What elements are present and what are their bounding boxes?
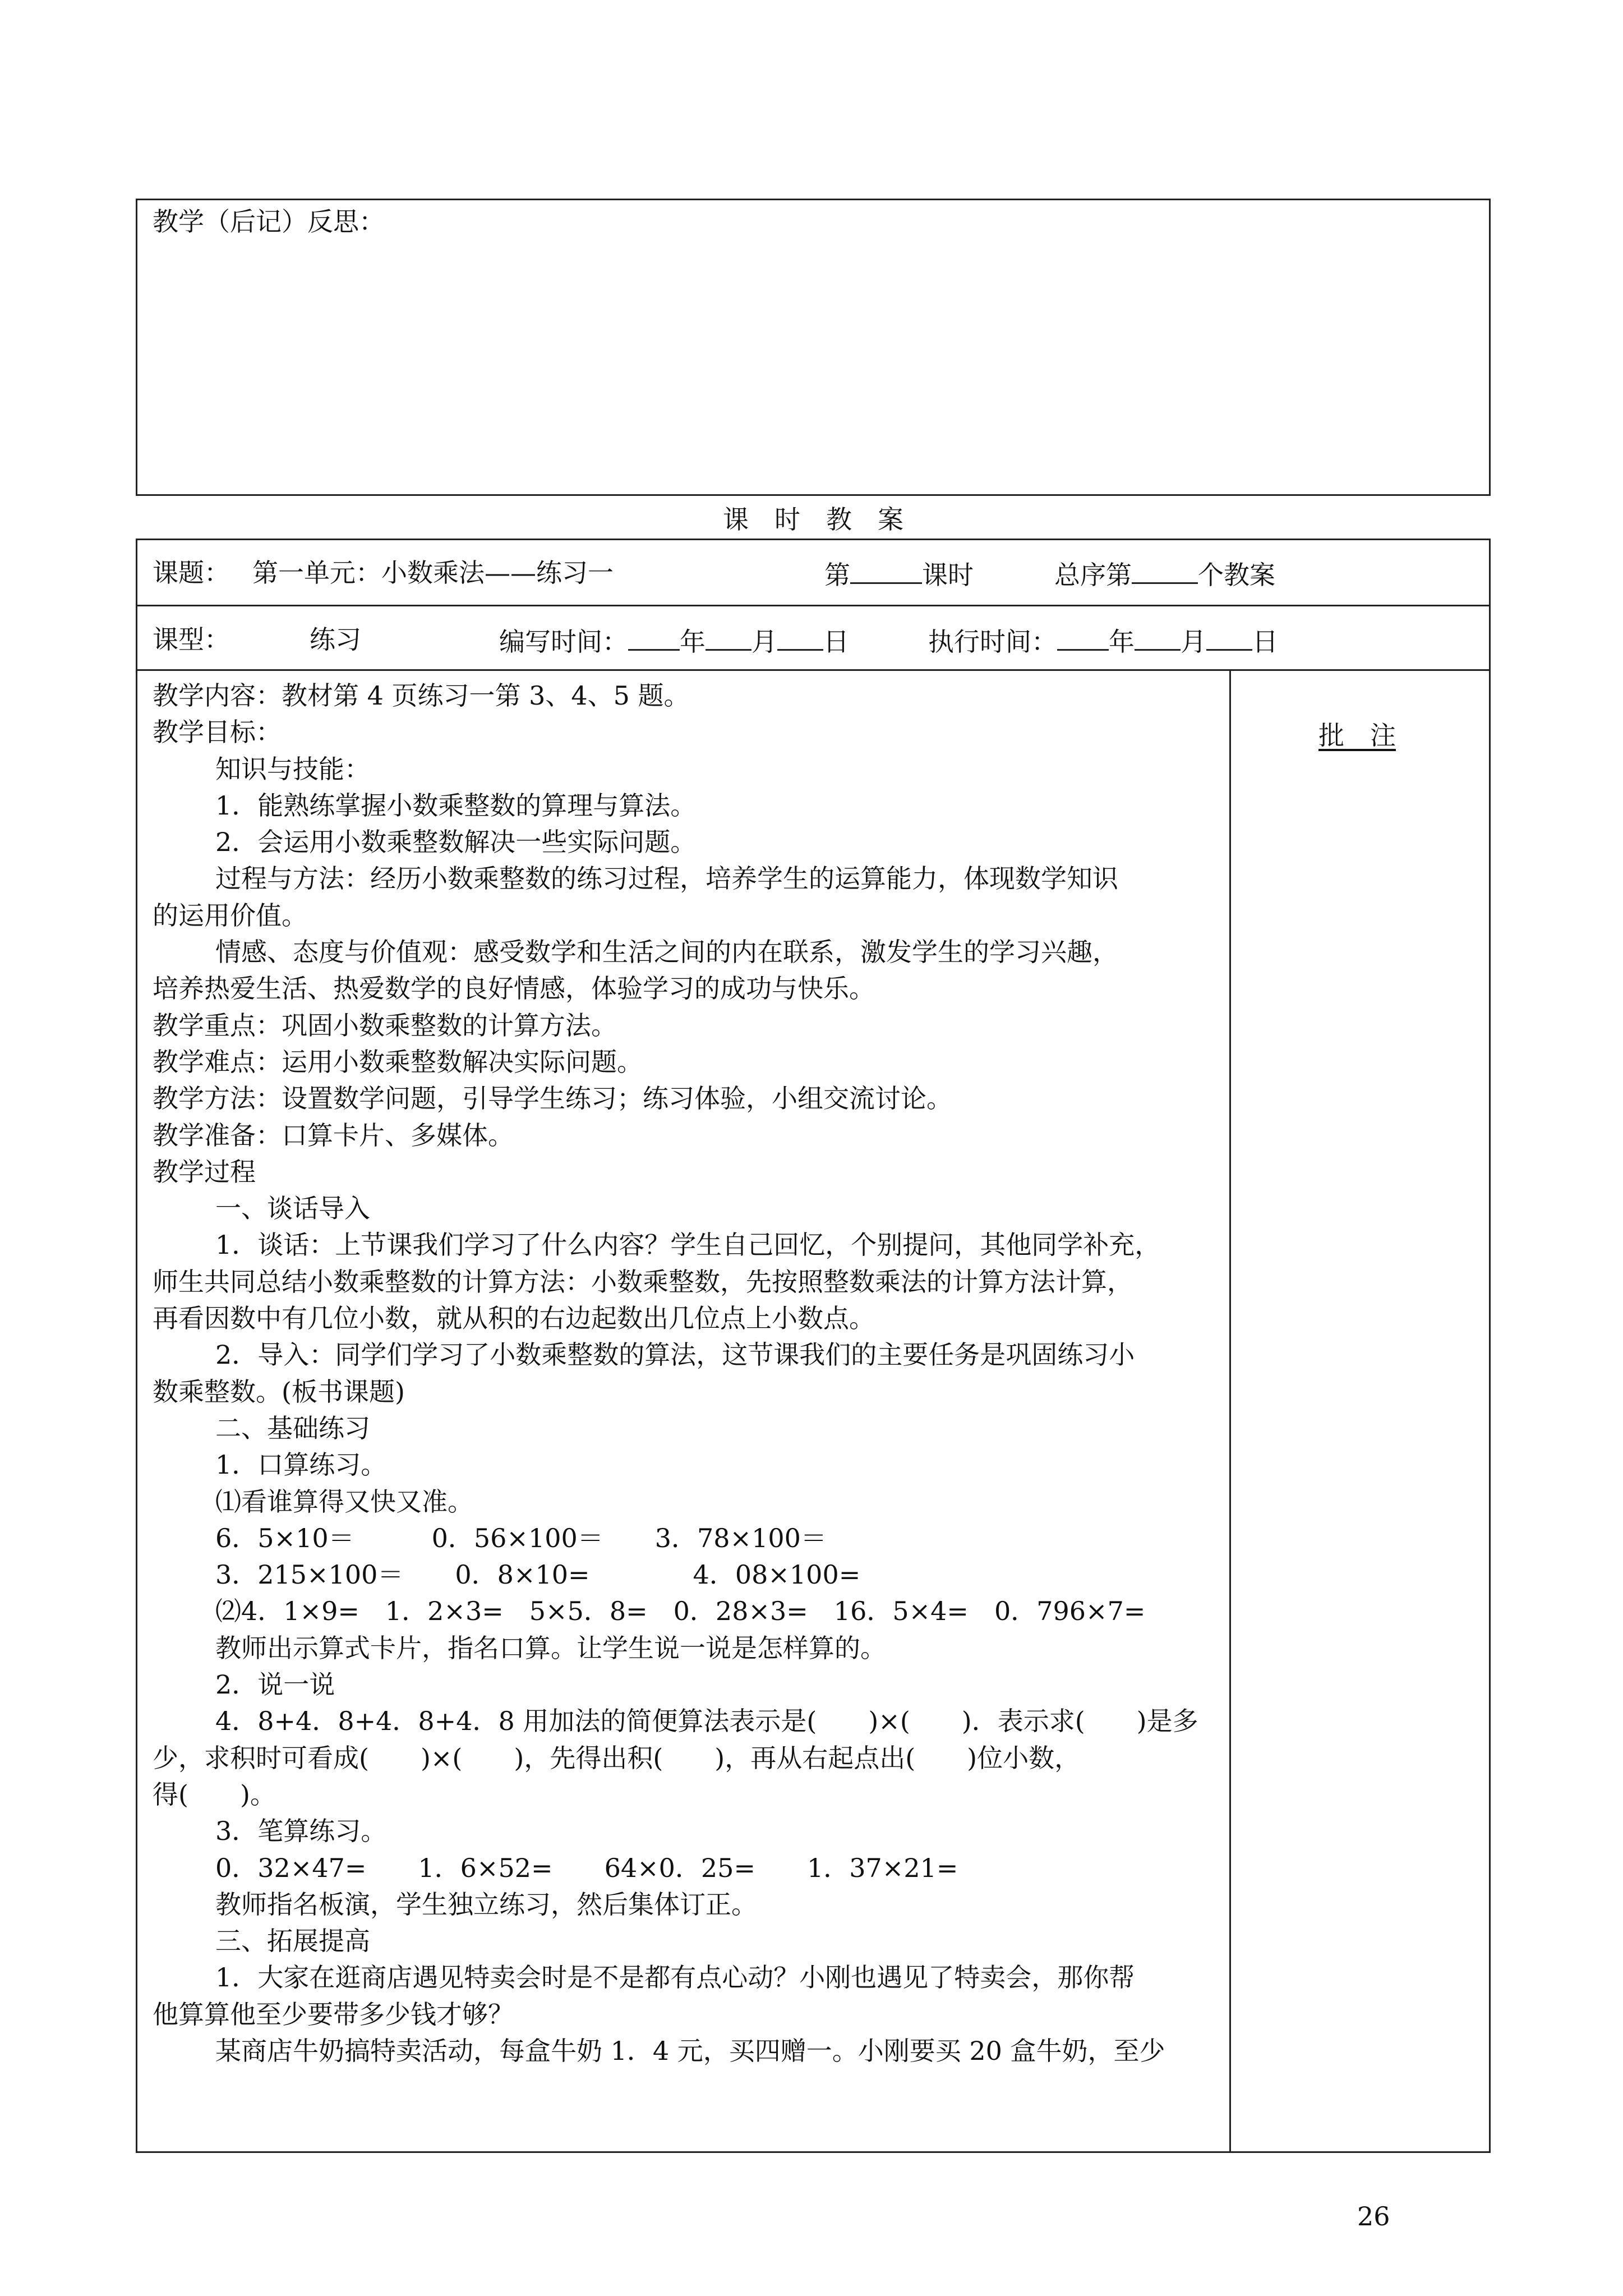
- content-line: 少，求积时可看成( )×( )，先得出积( )，再从右起点出( )位小数，: [153, 1742, 1081, 1773]
- topic-value: 第一单元：小数乘法——练习一: [252, 558, 614, 588]
- content-line: 2．说一说: [215, 1669, 335, 1700]
- content-line: 教学方法：设置数学问题，引导学生练习；练习体验，小组交流讨论。: [153, 1083, 952, 1114]
- content-line: 教学难点：运用小数乘整数解决实际问题。: [153, 1046, 643, 1077]
- exec-time-label: 执行时间：: [928, 627, 1057, 657]
- content-line: 教学过程: [153, 1156, 256, 1187]
- content-line: 二、基础练习: [215, 1412, 370, 1443]
- type-value: 练习: [310, 624, 361, 655]
- content-line: 得( )。: [153, 1779, 276, 1810]
- row-divider-2: [136, 669, 1491, 671]
- exec-year-unit: 年: [1109, 627, 1135, 657]
- write-year-blank: [628, 621, 680, 651]
- content-line: 2．会运用小数乘整数解决一些实际问题。: [215, 827, 697, 858]
- exec-year-blank: [1057, 621, 1109, 651]
- page-title: 课 时 教 案: [723, 504, 903, 535]
- content-line: 1．能熟练掌握小数乘整数的算理与算法。: [215, 790, 697, 821]
- content-line: 数乘整数。(板书课题): [153, 1376, 405, 1407]
- content-line: 6．5×10＝ 0．56×100＝ 3．78×100＝: [215, 1522, 827, 1553]
- sequence-suffix: 个教案: [1198, 560, 1275, 590]
- content-line: 3．笔算练习。: [215, 1816, 387, 1847]
- write-time-field: [499, 621, 849, 660]
- content-line: 一、谈话导入: [215, 1193, 370, 1224]
- sequence-blank: [1132, 554, 1198, 584]
- reflection-label: 教学（后记）反思：: [153, 206, 385, 237]
- content-line: 师生共同总结小数乘整数的计算方法：小数乘整数，先按照整数乘法的计算方法计算，: [153, 1266, 1133, 1297]
- sequence-prefix: 总序第: [1054, 560, 1132, 590]
- content-line: 1．大家在逛商店遇见特卖会时是不是都有点心动？小刚也遇见了特卖会，那你帮: [215, 1962, 1135, 1993]
- content-line: 情感、态度与价值观：感受数学和生活之间的内在联系，激发学生的学习兴趣，: [215, 937, 1118, 968]
- exec-day-blank: [1206, 621, 1252, 651]
- period-suffix: 课时: [922, 560, 974, 590]
- content-line: 三、拓展提高: [215, 1926, 370, 1957]
- content-line: ⑴看谁算得又快又准。: [215, 1486, 473, 1517]
- content-line: 0．32×47= 1．6×52= 64×0．25= 1．37×21=: [215, 1852, 958, 1883]
- exec-day-unit: 日: [1252, 627, 1278, 657]
- row-divider-1: [136, 605, 1491, 606]
- content-line: 培养热爱生活、热爱数学的良好情感，体验学习的成功与快乐。: [153, 973, 875, 1004]
- content-line: 1．口算练习。: [215, 1450, 387, 1480]
- content-line: 他算算他至少要带多少钱才够？: [153, 1999, 514, 2030]
- content-line: 教师出示算式卡片，指名口算。让学生说一说是怎样算的。: [215, 1632, 886, 1663]
- type-label: 课型：: [153, 624, 230, 655]
- period-blank: [850, 554, 922, 584]
- write-month-unit: 月: [751, 627, 777, 657]
- content-line: 4．8+4．8+4．8+4．8 用加法的简便算法表示是( )×( )．表示求( )是多: [215, 1706, 1198, 1737]
- content-line: 3．215×100＝ 0．8×10= 4．08×100=: [215, 1559, 861, 1590]
- write-month-blank: [706, 621, 751, 651]
- exec-month-blank: [1135, 621, 1181, 651]
- page-number: 26: [1357, 2201, 1390, 2231]
- content-line: 教学内容：教材第 4 页练习一第 3、4、5 题。: [153, 680, 690, 711]
- content-line: 教学重点：巩固小数乘整数的计算方法。: [153, 1010, 617, 1041]
- content-line: 教学准备：口算卡片、多媒体。: [153, 1120, 514, 1151]
- content-line: 某商店牛奶搞特卖活动，每盒牛奶 1．4 元，买四赠一。小刚要买 20 盒牛奶，至少: [215, 2035, 1165, 2066]
- write-day-unit: 日: [823, 627, 849, 657]
- content-line: 的运用价值。: [153, 900, 307, 931]
- content-line: ⑵4．1×9= 1．2×3= 5×5．8= 0．28×3= 16．5×4= 0．796×7=: [215, 1596, 1146, 1627]
- content-line: 知识与技能：: [215, 753, 370, 784]
- topic-label: 课题：: [153, 558, 230, 588]
- sequence-field: [1054, 554, 1275, 593]
- lesson-content: [153, 678, 1229, 2069]
- period-prefix: 第: [824, 560, 850, 590]
- write-day-blank: [777, 621, 823, 651]
- content-line: 2．导入：同学们学习了小数乘整数的算法，这节课我们的主要任务是巩固练习小: [215, 1340, 1135, 1370]
- content-line: 过程与方法：经历小数乘整数的练习过程，培养学生的运算能力，体现数学知识: [215, 863, 1118, 894]
- write-year-unit: 年: [680, 627, 706, 657]
- content-line: 教师指名板演，学生独立练习，然后集体订正。: [215, 1889, 757, 1920]
- content-line: 再看因数中有几位小数，就从积的右边起数出几位点上小数点。: [153, 1303, 875, 1334]
- content-line: 1．谈话：上节课我们学习了什么内容？学生自己回忆，个别提问，其他同学补充，: [215, 1230, 1161, 1260]
- exec-time-field: [928, 621, 1278, 660]
- period-field: [824, 554, 974, 593]
- annotation-label: 批 注: [1318, 720, 1396, 751]
- content-line: 教学目标：: [153, 717, 282, 748]
- annotation-column-divider: [1229, 669, 1231, 2153]
- exec-month-unit: 月: [1181, 627, 1206, 657]
- write-time-label-text: 编写时间：: [499, 627, 628, 657]
- reflection-box: [136, 199, 1491, 496]
